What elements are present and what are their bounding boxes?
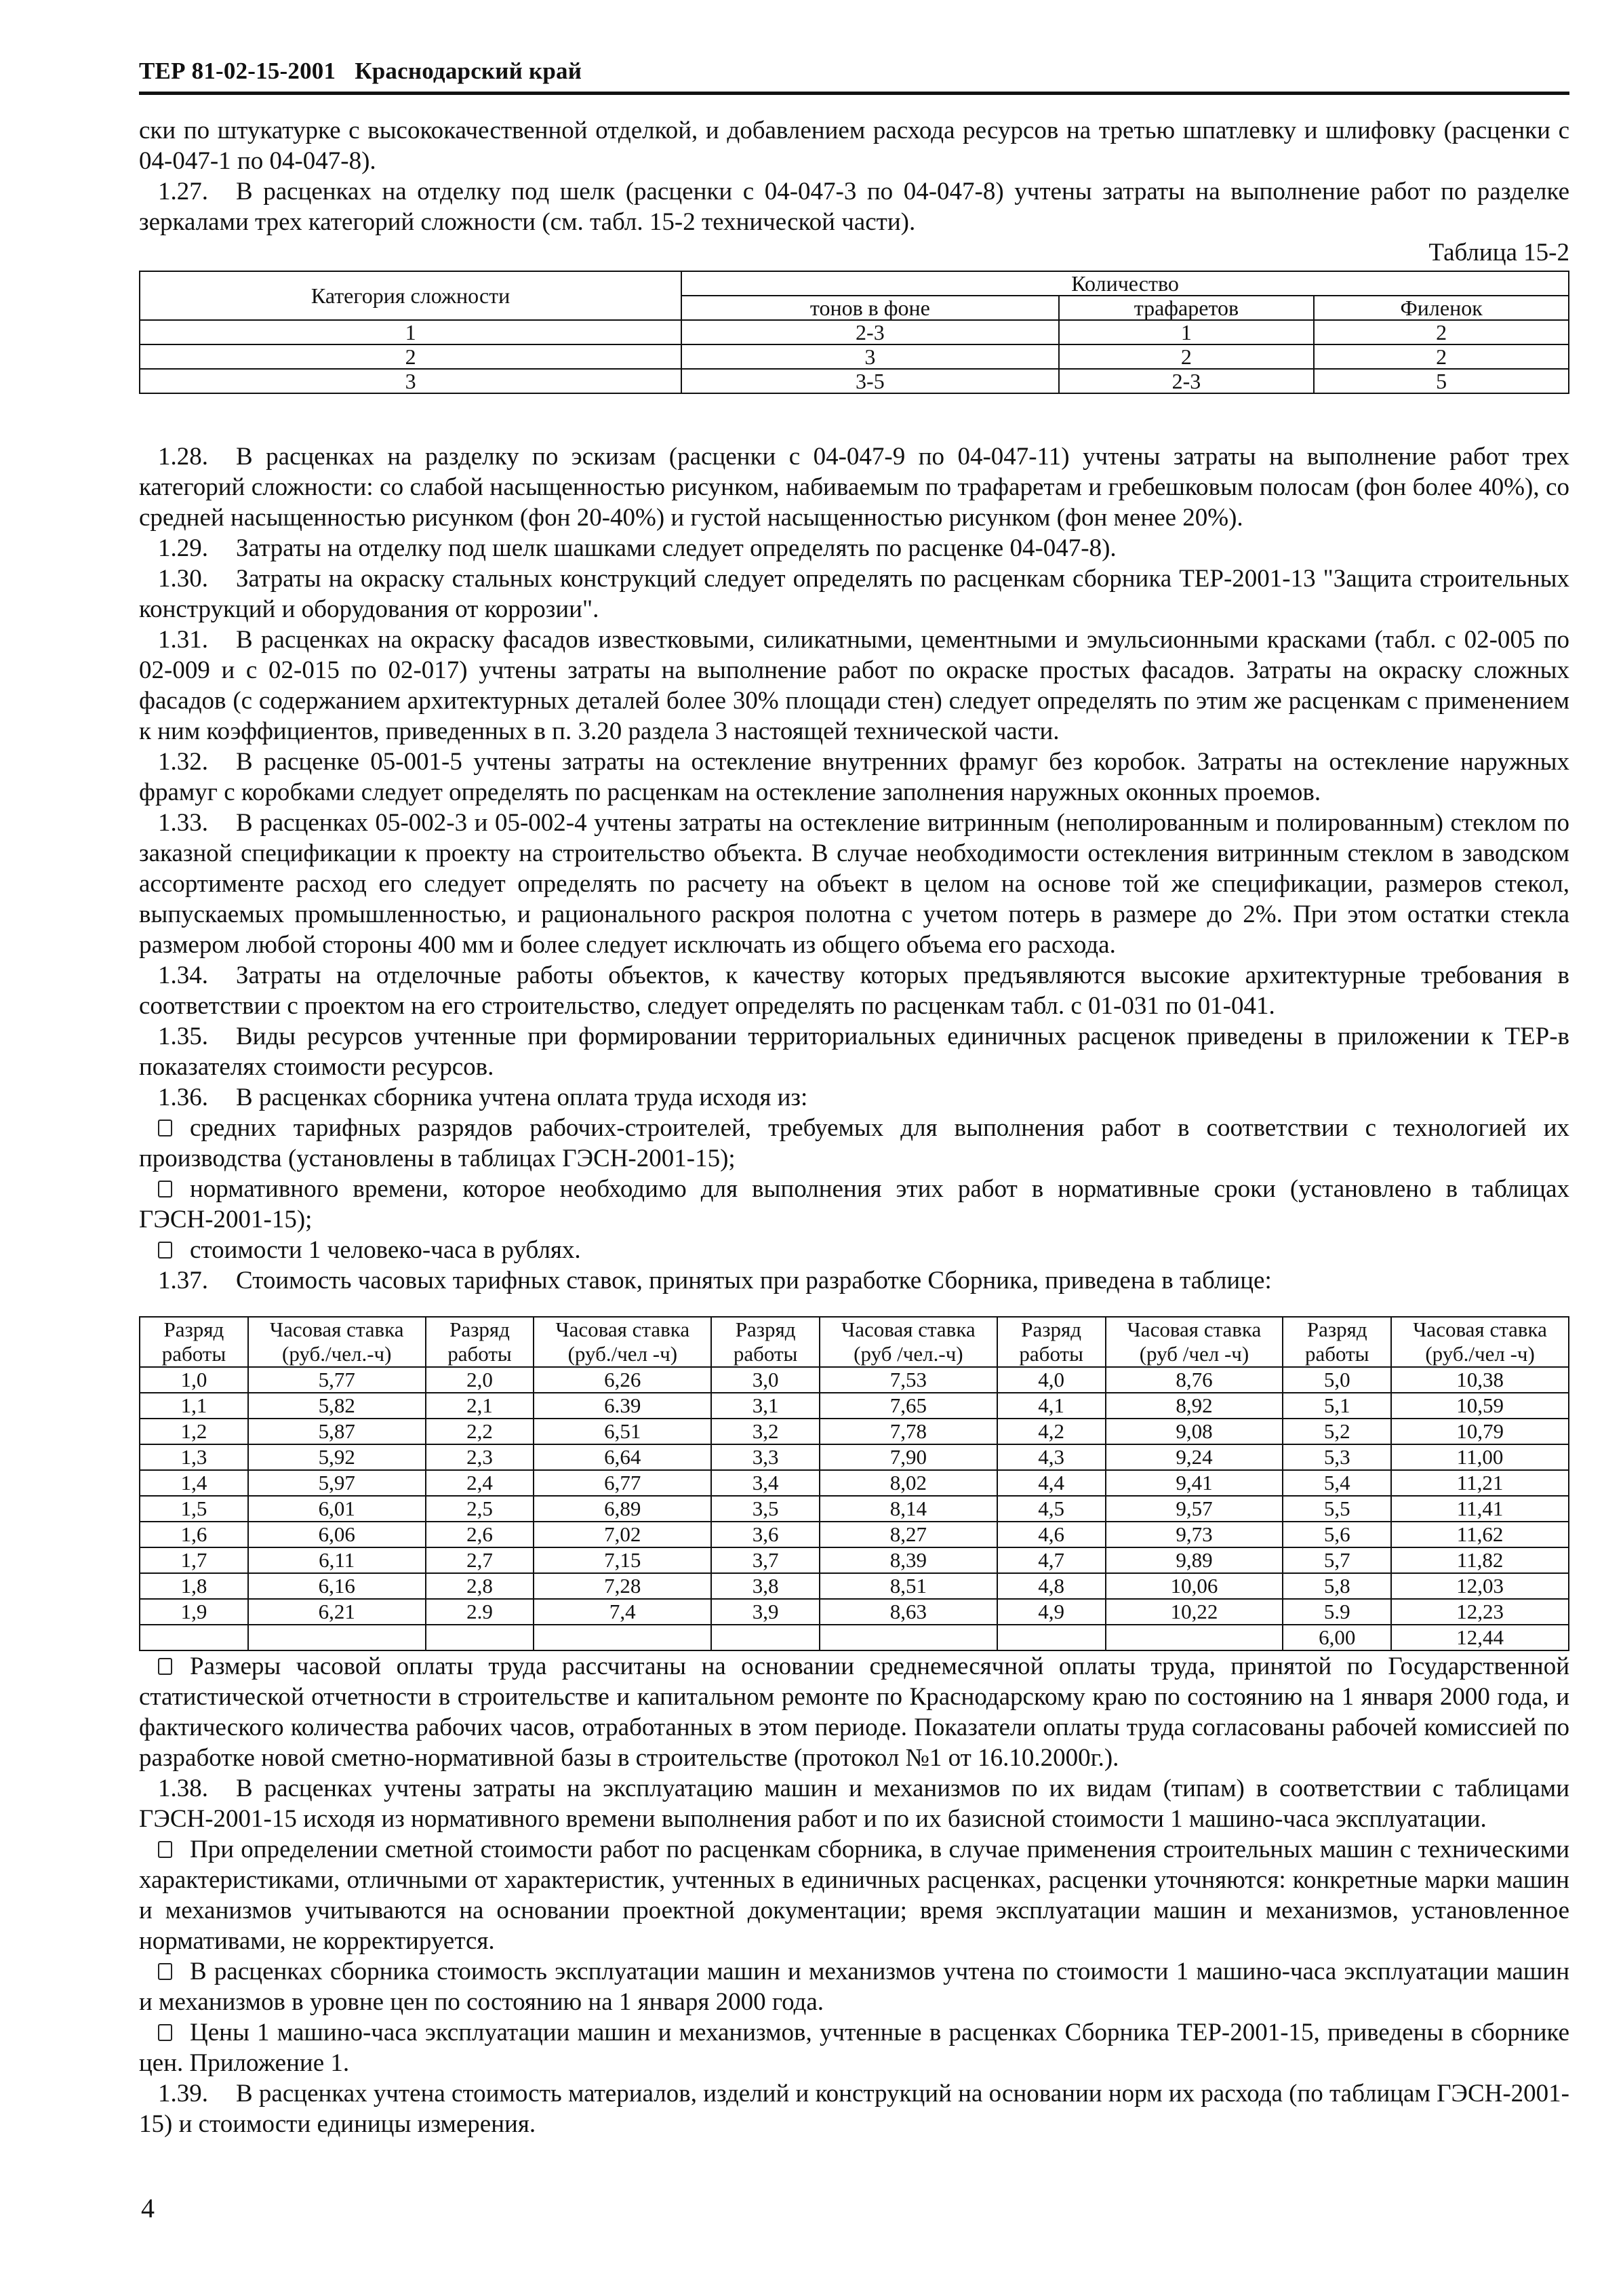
table-cell: 7,28 <box>534 1573 711 1599</box>
bullet-item <box>139 1956 1569 2017</box>
header-quantity: Количество <box>681 271 1569 296</box>
header-cell: (руб /чел.-ч) <box>820 1342 997 1367</box>
table-cell: 3,3 <box>711 1444 820 1470</box>
table-cell: 2,1 <box>426 1393 534 1419</box>
checkbox-bullet-icon <box>158 1120 172 1136</box>
bullet-item <box>139 1235 1569 1265</box>
paragraph-text: В расценке 05-001-5 учтены затраты на остекление внутренних фрамуг без коробок. Затраты на остекление наружных фрамуг с коробками следует определять по расценкам на остекление заполнения наружных оконных проемов. <box>139 748 1569 806</box>
paragraph-number: 1.28. <box>158 443 208 471</box>
table-cell: 4,5 <box>997 1496 1106 1522</box>
table-cell: 12,44 <box>1391 1625 1569 1650</box>
table-cell: 2,3 <box>426 1444 534 1470</box>
paragraph-number: 1.31. <box>158 626 208 654</box>
table-cell: 5,3 <box>1283 1444 1391 1470</box>
bullet-text: стоимости 1 человеко-часа в рублях. <box>190 1236 581 1264</box>
table-cell: 1,3 <box>140 1444 248 1470</box>
table-cell: 11,00 <box>1391 1444 1569 1470</box>
table-cell: 8,02 <box>820 1470 997 1496</box>
paragraph-number: 1.32. <box>158 748 208 776</box>
paragraph-number: 1.36. <box>158 1084 208 1111</box>
table-cell: 3-5 <box>681 369 1058 393</box>
table-cell: 2-3 <box>1059 369 1315 393</box>
table-cell: 5,82 <box>248 1393 426 1419</box>
table-cell: 2 <box>1314 344 1569 369</box>
table-cell: 5,5 <box>1283 1496 1391 1522</box>
table-row <box>140 1573 1569 1599</box>
table-cell: 6,51 <box>534 1419 711 1444</box>
table-cell: 1,4 <box>140 1470 248 1496</box>
table-cell: 10,22 <box>1106 1599 1283 1625</box>
header-cell: Разряд <box>997 1317 1106 1342</box>
document-page <box>139 58 1569 2139</box>
header-cell: Часовая ставка <box>248 1317 426 1342</box>
table-cell: 3,9 <box>711 1599 820 1625</box>
table-cell <box>534 1625 711 1650</box>
numbered-paragraph <box>139 441 1569 533</box>
paragraph-number: 1.29. <box>158 534 208 562</box>
paragraph-number: 1.30. <box>158 565 208 593</box>
table-cell: 8,14 <box>820 1496 997 1522</box>
table-cell: 3 <box>140 369 681 393</box>
table-cell: 9,57 <box>1106 1496 1283 1522</box>
table-cell: 7,4 <box>534 1599 711 1625</box>
table-row <box>140 1599 1569 1625</box>
table-row <box>140 1470 1569 1496</box>
table-cell: 4,1 <box>997 1393 1106 1419</box>
paragraph-text: В расценках учтена стоимость материалов, изделий и конструкций на основании норм их расхода (по таблицам ГЭСН-2001-15) и стоимости единицы измерения. <box>139 2080 1569 2138</box>
table-cell: 7,90 <box>820 1444 997 1470</box>
checkbox-bullet-icon <box>158 1242 172 1259</box>
table-cell: 6,64 <box>534 1444 711 1470</box>
header-cell: Часовая ставка <box>820 1317 997 1342</box>
table-cell: 5,7 <box>1283 1547 1391 1573</box>
table-cell: 4,4 <box>997 1470 1106 1496</box>
table-cell: 4,7 <box>997 1547 1106 1573</box>
paragraph-number: 1.27. <box>158 178 208 205</box>
table-cell: 3,8 <box>711 1573 820 1599</box>
table-cell: 1,8 <box>140 1573 248 1599</box>
header-cell: работы <box>426 1342 534 1367</box>
table-cell: 3,2 <box>711 1419 820 1444</box>
numbered-paragraph <box>139 533 1569 563</box>
header-cell: (руб./чел.-ч) <box>248 1342 426 1367</box>
paragraph-number: 1.37. <box>158 1267 208 1294</box>
table-cell: 10,59 <box>1391 1393 1569 1419</box>
checkbox-bullet-icon <box>158 1841 172 1858</box>
checkbox-bullet-icon <box>158 1658 172 1675</box>
table-cell <box>248 1625 426 1650</box>
paragraph-number: 1.34. <box>158 962 208 989</box>
header-cell: работы <box>997 1342 1106 1367</box>
table-cell: 11,21 <box>1391 1470 1569 1496</box>
table-cell: 2 <box>1059 344 1315 369</box>
bullet-text: При определении сметной стоимости работ по расценкам сборника, в случае применения строительных машин с техническими характеристиками, отличными от характеристик, учтенных в единичных расценках, расценки уточняются: конкретные марки машин и механизмов учитываются на основании проектной документации; время эксплуатации машин и механизмов, установленное нормативами, не корректируется. <box>139 1836 1569 1955</box>
table-cell: 12,23 <box>1391 1599 1569 1625</box>
table-cell: 3,4 <box>711 1470 820 1496</box>
table-cell: 5,77 <box>248 1367 426 1393</box>
header-cell: Часовая ставка <box>534 1317 711 1342</box>
table-cell: 9,24 <box>1106 1444 1283 1470</box>
bullet-text: нормативного времени, которое необходимо для выполнения этих работ в нормативные сроки (установлено в таблицах ГЭСН-2001-15); <box>139 1175 1569 1233</box>
paragraph-text: Виды ресурсов учтенные при формировании территориальных единичных расценок приведены в приложении к ТЕР-в показателях стоимости ресурсов. <box>139 1023 1569 1081</box>
table-cell: 7,15 <box>534 1547 711 1573</box>
intro-paragraph: ски по штукатурке с высококачественной отделкой, и добавлением расхода ресурсов на третью шпатлевку и шлифовку (расценки с 04-047-1 по 04-047-8). <box>139 117 1569 175</box>
table-row <box>140 1522 1569 1547</box>
table-cell: 9,73 <box>1106 1522 1283 1547</box>
table-cell: 1,6 <box>140 1522 248 1547</box>
table-row <box>140 1625 1569 1650</box>
paragraph-text: Затраты на отделочные работы объектов, к качеству которых предъявляются высокие архитектурные требования в соответствии с проектом на его строительство, следует определять по расценкам табл. с 01-031 по 01-041. <box>139 962 1569 1020</box>
table-cell: 4,9 <box>997 1599 1106 1625</box>
table-cell: 3,1 <box>711 1393 820 1419</box>
hourly-rates-body <box>140 1367 1569 1650</box>
table-cell: 8,51 <box>820 1573 997 1599</box>
paragraph-1-38 <box>139 1773 1569 1834</box>
table-cell: 5,1 <box>1283 1393 1391 1419</box>
table-cell: 2 <box>1314 320 1569 344</box>
header-cell: Часовая ставка <box>1391 1317 1569 1342</box>
paragraph-1-27 <box>139 176 1569 237</box>
table-cell: 11,82 <box>1391 1547 1569 1573</box>
table-cell: 5,0 <box>1283 1367 1391 1393</box>
table-cell: 4,3 <box>997 1444 1106 1470</box>
table-cell: 6,11 <box>248 1547 426 1573</box>
table-cell: 6,06 <box>248 1522 426 1547</box>
table-cell: 4,2 <box>997 1419 1106 1444</box>
table-row <box>140 344 1569 369</box>
table-cell: 11,41 <box>1391 1496 1569 1522</box>
paragraph-text: Стоимость часовых тарифных ставок, принятых при разработке Сборника, приведена в таблице: <box>236 1267 1272 1294</box>
hourly-rates-table <box>139 1316 1569 1651</box>
header-cell: Разряд <box>1283 1317 1391 1342</box>
bullet-text: Цены 1 машино-часа эксплуатации машин и механизмов, учтенные в расценках Сборника ТЕР-2001-15, приведены в сборнике цен. Приложение 1. <box>139 2019 1569 2077</box>
table-cell: 4,8 <box>997 1573 1106 1599</box>
bullet-text: средних тарифных разрядов рабочих-строителей, требуемых для выполнения работ в соответствии с технологией их производства (установлены в таблицах ГЭСН-2001-15); <box>139 1114 1569 1172</box>
table-cell: 8,92 <box>1106 1393 1283 1419</box>
table-cell: 2-3 <box>681 320 1058 344</box>
table-cell: 1,7 <box>140 1547 248 1573</box>
table-cell <box>997 1625 1106 1650</box>
table-cell: 5,4 <box>1283 1470 1391 1496</box>
bullet-item <box>139 1834 1569 1956</box>
table-15-2 <box>139 271 1569 394</box>
checkbox-bullet-icon <box>158 1963 172 1980</box>
bullet-text: В расценках сборника стоимость эксплуатации машин и механизмов учтена по стоимости 1 машино-часа эксплуатации машин и механизмов в уровне цен по состоянию на 1 января 2000 года. <box>139 1958 1569 2016</box>
table-cell: 8,76 <box>1106 1367 1283 1393</box>
bullets-1-36 <box>139 1113 1569 1265</box>
numbered-paragraph <box>139 747 1569 808</box>
paragraph-text: В расценках сборника учтена оплата труда исходя из: <box>236 1084 808 1111</box>
numbered-paragraph <box>139 563 1569 625</box>
document-code: ТЕР 81-02-15-2001 <box>139 58 336 84</box>
numbered-paragraph <box>139 625 1569 747</box>
paragraph-number: 1.33. <box>158 809 208 837</box>
paragraphs-1-28-to-1-36 <box>139 441 1569 1113</box>
table-cell: 2,7 <box>426 1547 534 1573</box>
table-cell: 9,08 <box>1106 1419 1283 1444</box>
table-cell: 6,16 <box>248 1573 426 1599</box>
table-cell: 1 <box>140 320 681 344</box>
table-cell: 8,27 <box>820 1522 997 1547</box>
table-row <box>140 1419 1569 1444</box>
table-cell: 1,5 <box>140 1496 248 1522</box>
table-cell: 1 <box>1059 320 1315 344</box>
table-cell: 6.39 <box>534 1393 711 1419</box>
paragraph-text: В расценках на отделку под шелк (расценки с 04-047-3 по 04-047-8) учтены затраты на выполнение работ по разделке зеркалами трех категорий сложности (см. табл. 15-2 технической части). <box>139 178 1569 236</box>
paragraph-1-39 <box>139 2078 1569 2139</box>
header-panels: Филенок <box>1314 296 1569 320</box>
header-row <box>140 1342 1569 1367</box>
table-cell: 1,9 <box>140 1599 248 1625</box>
paragraph-text: Затраты на отделку под шелк шашками следует определять по расценке 04-047-8). <box>236 534 1117 562</box>
table-cell <box>1106 1625 1283 1650</box>
header-tones: тонов в фоне <box>681 296 1058 320</box>
region-name: Краснодарский край <box>355 58 582 84</box>
header-cell: работы <box>711 1342 820 1367</box>
header-cell: работы <box>1283 1342 1391 1367</box>
header-cell: (руб /чел -ч) <box>1106 1342 1283 1367</box>
table-cell: 5.9 <box>1283 1599 1391 1625</box>
numbered-paragraph <box>139 1082 1569 1113</box>
table-cell: 8,39 <box>820 1547 997 1573</box>
header-cell: Разряд <box>426 1317 534 1342</box>
table-cell: 6,77 <box>534 1470 711 1496</box>
numbered-paragraph <box>139 808 1569 960</box>
header-row <box>140 1317 1569 1342</box>
table-cell: 6,21 <box>248 1599 426 1625</box>
table-cell: 9,41 <box>1106 1470 1283 1496</box>
table-cell: 2,5 <box>426 1496 534 1522</box>
table-cell <box>140 1625 248 1650</box>
table-cell: 5 <box>1314 369 1569 393</box>
table-cell: 10,79 <box>1391 1419 1569 1444</box>
table-cell: 10,38 <box>1391 1367 1569 1393</box>
page-header <box>139 58 1569 95</box>
table-cell: 7,78 <box>820 1419 997 1444</box>
table-cell: 6,00 <box>1283 1625 1391 1650</box>
table-cell: 3,7 <box>711 1547 820 1573</box>
header-cell: Разряд <box>140 1317 248 1342</box>
table-cell: 2,0 <box>426 1367 534 1393</box>
table-cell: 2 <box>140 344 681 369</box>
table-cell: 6,26 <box>534 1367 711 1393</box>
table-cell: 5,87 <box>248 1419 426 1444</box>
header-cell: (руб./чел -ч) <box>534 1342 711 1367</box>
bullet-item <box>139 1113 1569 1174</box>
table-cell: 4,0 <box>997 1367 1106 1393</box>
table-cell: 6,01 <box>248 1496 426 1522</box>
table-cell: 1,0 <box>140 1367 248 1393</box>
table-cell: 2.9 <box>426 1599 534 1625</box>
paragraph-text: Затраты на окраску стальных конструкций следует определять по расценкам сборника ТЕР-2001-13 "Защита строительных конструкций и оборудования от коррозии". <box>139 565 1569 623</box>
table-cell: 3 <box>681 344 1058 369</box>
table-row <box>140 1367 1569 1393</box>
table-cell: 10,06 <box>1106 1573 1283 1599</box>
paragraph-number: 1.35. <box>158 1023 208 1050</box>
paragraph-number: 1.38. <box>158 1775 208 1802</box>
paragraph-text: В расценках учтены затраты на эксплуатацию машин и механизмов по их видам (типам) в соответствии с таблицами ГЭСН-2001-15 исходя из нормативного времени выполнения работ и по их базисной стоимости 1 машино-часа эксплуатации. <box>139 1775 1569 1833</box>
table-row <box>140 1496 1569 1522</box>
bullet-item <box>139 2017 1569 2078</box>
table-15-2-body <box>140 320 1569 393</box>
table-row <box>140 1393 1569 1419</box>
bullets-1-38 <box>139 1834 1569 2078</box>
header-cell: Разряд <box>711 1317 820 1342</box>
table-cell: 3,5 <box>711 1496 820 1522</box>
table-cell: 9,89 <box>1106 1547 1283 1573</box>
table-cell: 3,6 <box>711 1522 820 1547</box>
table-cell: 12,03 <box>1391 1573 1569 1599</box>
table-cell <box>711 1625 820 1650</box>
header-cell: работы <box>140 1342 248 1367</box>
table-cell: 11,62 <box>1391 1522 1569 1547</box>
table-cell: 5,97 <box>248 1470 426 1496</box>
table-row <box>140 1444 1569 1470</box>
paragraph-text: В расценках 05-002-3 и 05-002-4 учтены затраты на остекление витринным (неполированным и полированным) стеклом по заказной спецификации к проекту на строительство объекта. В случае необходимости остекления витринным стеклом в заводском ассортименте расход его следует определять по расчету на объект в целом на основе той же спецификации, размеров стекол, выпускаемых промышленностью, и рационального раскроя полотна с учетом потерь в размере до 2%. При этом остатки стекла размером любой стороны 400 мм и более следует исключать из общего объема его расхода. <box>139 809 1569 959</box>
table-row <box>140 320 1569 344</box>
header-stencils: трафаретов <box>1059 296 1315 320</box>
table-cell: 2,4 <box>426 1470 534 1496</box>
table-cell: 6,89 <box>534 1496 711 1522</box>
paragraph-number: 1.39. <box>158 2080 208 2107</box>
table-cell: 5,2 <box>1283 1419 1391 1444</box>
table-cell: 5,92 <box>248 1444 426 1470</box>
table-cell: 5,8 <box>1283 1573 1391 1599</box>
page-number: 4 <box>141 2193 155 2223</box>
table-row <box>140 369 1569 393</box>
header-cell: (руб./чел -ч) <box>1391 1342 1569 1367</box>
header-category: Категория сложности <box>140 271 681 320</box>
checkbox-bullet-icon <box>158 2024 172 2041</box>
table-cell: 2,8 <box>426 1573 534 1599</box>
table-cell: 1,2 <box>140 1419 248 1444</box>
numbered-paragraph <box>139 960 1569 1021</box>
table-cell: 1,1 <box>140 1393 248 1419</box>
table-row <box>140 1547 1569 1573</box>
bullet-item <box>139 1174 1569 1235</box>
paragraph-text: В расценках на окраску фасадов известковыми, силикатными, цементными и эмульсионными красками (табл. с 02-005 по 02-009 и с 02-015 по 02-017) учтены затраты на выполнение работ по окраске простых фасадов. Затраты на окраску сложных фасадов (с содержанием архитектурных деталей более 30% площади стен) следует определять по этим же расценкам с применением к ним коэффициентов, приведенных в п. 3.20 раздела 3 настоящей технической части. <box>139 626 1569 745</box>
paragraph-1-37 <box>139 1265 1569 1296</box>
table-cell: 8,63 <box>820 1599 997 1625</box>
table-cell: 7,65 <box>820 1393 997 1419</box>
table-cell: 3,0 <box>711 1367 820 1393</box>
table-15-2-caption: Таблица 15-2 <box>1428 239 1569 266</box>
table-cell: 7,53 <box>820 1367 997 1393</box>
header-cell: Часовая ставка <box>1106 1317 1283 1342</box>
table-cell: 2,6 <box>426 1522 534 1547</box>
table-cell <box>426 1625 534 1650</box>
hourly-rates-header <box>140 1317 1569 1367</box>
table-cell: 5,6 <box>1283 1522 1391 1547</box>
checkbox-bullet-icon <box>158 1181 172 1198</box>
bullet-text: Размеры часовой оплаты труда рассчитаны на основании среднемесячной оплаты труда, принятой по Государственной статистической отчетности в строительстве и капитальном ремонте по Краснодарскому краю по состоянию на 1 января 2000 года, и фактического количества рабочих часов, отработанных в этом периоде. Показатели оплаты труда согласованы рабочей комиссией по разработке новой сметно-нормативной базы в строительстве (протокол №1 от 16.10.2000г.). <box>139 1652 1569 1772</box>
table-cell: 4,6 <box>997 1522 1106 1547</box>
numbered-paragraph <box>139 1021 1569 1082</box>
paragraph-text: В расценках на разделку по эскизам (расценки с 04-047-9 по 04-047-11) учтены затраты на выполнение работ трех категорий сложности: со слабой насыщенностью рисунком, набиваемым по трафаретам и гребешковым полосам (фон более 40%), со средней насыщенностью рисунком (фон 20-40%) и густой насыщенностью рисунком (фон менее 20%). <box>139 443 1569 532</box>
table-cell: 2,2 <box>426 1419 534 1444</box>
table-cell <box>820 1625 997 1650</box>
table-cell: 7,02 <box>534 1522 711 1547</box>
bullet-rates-note <box>139 1651 1569 1773</box>
